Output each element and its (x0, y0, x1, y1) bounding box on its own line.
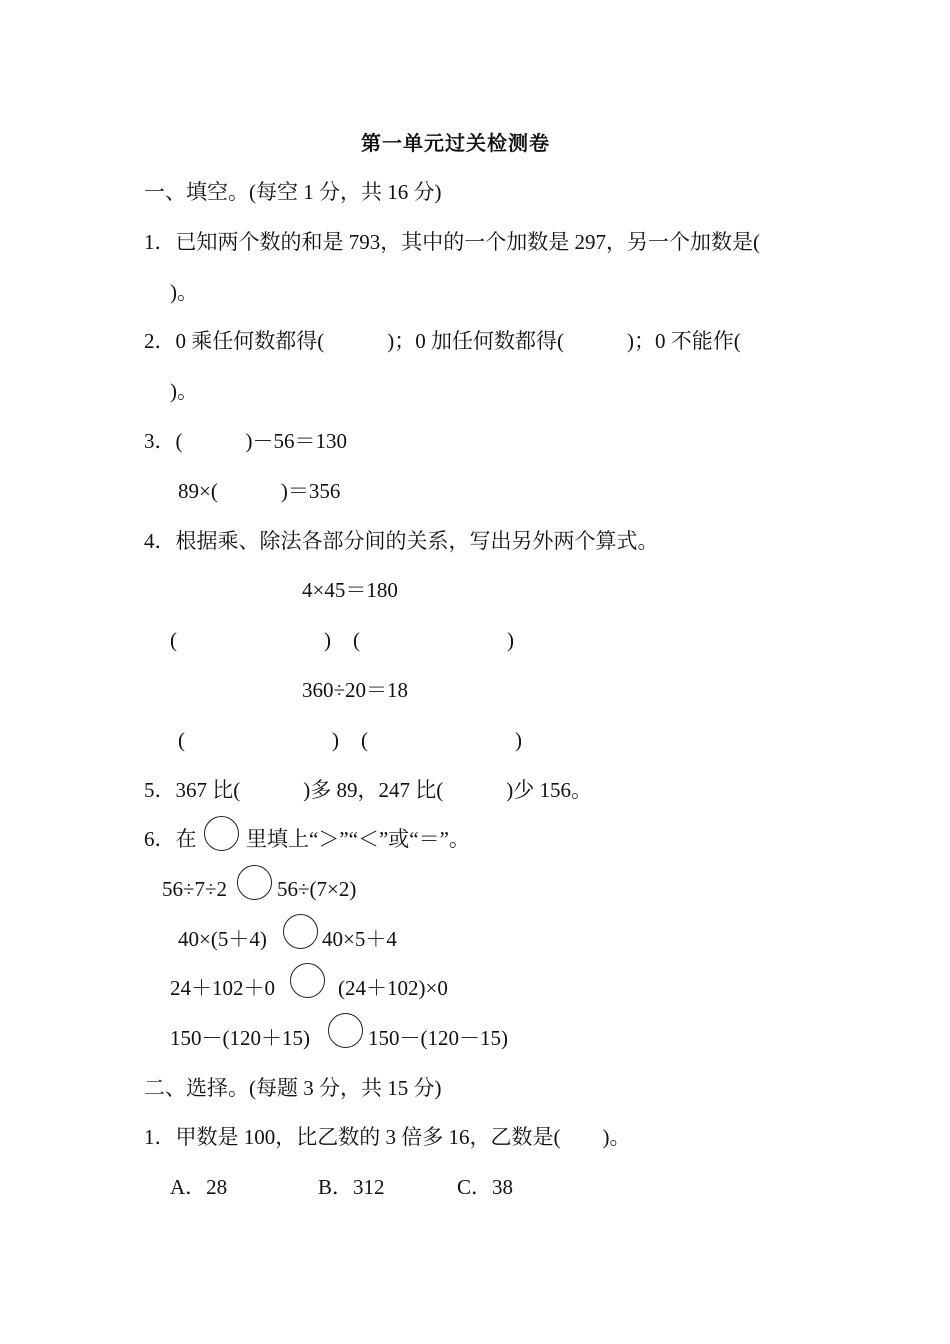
question-1-3-line2: 89×( )＝356 (178, 479, 341, 503)
question-2-1: 1．甲数是 100，比乙数的 3 倍多 16，乙数是( )。 (144, 1125, 631, 1149)
answer-blank: ( ) (170, 628, 331, 652)
compare-circle (283, 914, 318, 949)
compare-left: 150－(120＋15) (170, 1026, 310, 1050)
compare-right: (24＋102)×0 (338, 976, 448, 1000)
compare-left: 24＋102＋0 (170, 976, 275, 1000)
compare-right: 56÷(7×2) (277, 877, 357, 901)
question-1-4-equation-2: 360÷20＝18 (302, 678, 409, 702)
compare-circle (290, 963, 325, 998)
question-1-4-equation-1: 4×45＝180 (302, 578, 398, 602)
compare-right: 150－(120－15) (368, 1026, 508, 1050)
question-1-1-line1: 1．已知两个数的和是 793，其中的一个加数是 297，另一个加数是( (144, 230, 760, 254)
question-1-3-line1: 3．( )－56＝130 (144, 429, 347, 453)
compare-circle (204, 816, 239, 851)
compare-circle (237, 865, 272, 900)
option-c: C．38 (457, 1175, 514, 1199)
question-1-1-line2: )。 (170, 280, 198, 304)
compare-left: 56÷7÷2 (162, 877, 228, 901)
section-1-heading: 一、填空。(每空 1 分，共 16 分) (144, 180, 442, 204)
section-2-heading: 二、选择。(每题 3 分，共 15 分) (144, 1076, 442, 1100)
option-a: A．28 (170, 1175, 228, 1199)
question-1-4-prompt: 4．根据乘、除法各部分间的关系，写出另外两个算式。 (144, 529, 659, 553)
question-1-6-suffix: 里填上“＞”“＜”或“＝”。 (246, 827, 470, 851)
question-1-2-line1: 2．0 乘任何数都得( )；0 加任何数都得( )；0 不能作( (144, 329, 741, 353)
question-1-6-prefix: 6．在 (144, 827, 197, 851)
option-b: B．312 (318, 1175, 385, 1199)
compare-circle (328, 1013, 363, 1048)
compare-left: 40×(5＋4) (178, 927, 267, 951)
compare-right: 40×5＋4 (322, 927, 397, 951)
page-title: 第一单元过关检测卷 (361, 133, 550, 155)
question-1-5: 5．367 比( )多 89，247 比( )少 156。 (144, 778, 592, 802)
answer-blank: ( ) (178, 728, 339, 752)
answer-blank: ( ) (361, 728, 522, 752)
question-1-2-line2: )。 (170, 379, 198, 403)
answer-blank: ( ) (353, 628, 514, 652)
